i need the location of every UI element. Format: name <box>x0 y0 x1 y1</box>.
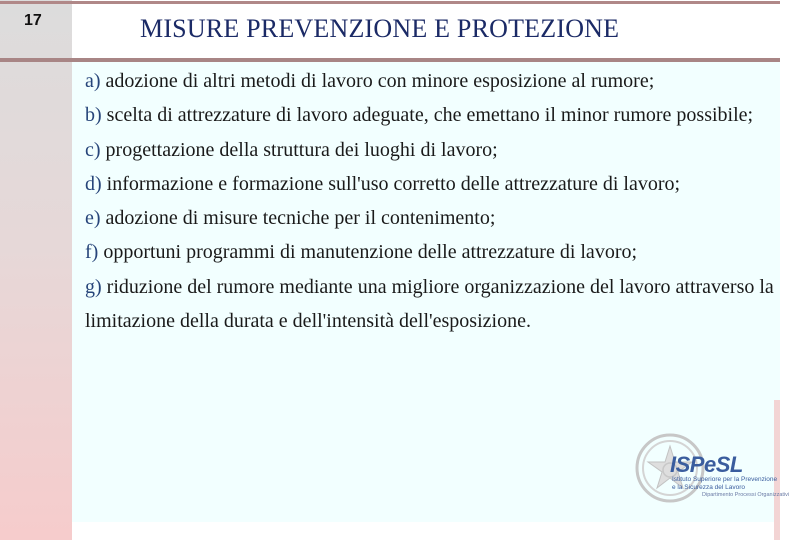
item-text: adozione di altri metodi di lavoro con minore esposizione al rumore; <box>100 70 655 92</box>
logo-line-1: Istituto Superiore per la Prevenzione <box>672 476 778 483</box>
item-marker: a) <box>85 70 101 92</box>
item-marker: g) <box>85 275 102 298</box>
logo-line-3: Dipartimento Processi Organizzativi <box>702 492 789 498</box>
measures-list <box>85 64 775 338</box>
list-item <box>85 270 775 339</box>
item-marker: c) <box>85 138 101 161</box>
list-item <box>85 64 775 98</box>
item-text: adozione di misure tecniche per il contenimento; <box>100 207 496 230</box>
item-text: opportuni programmi di manutenzione delle attrezzature di lavoro; <box>98 241 638 264</box>
item-text: informazione e formazione sull'uso corretto delle attrezzature di lavoro; <box>101 172 681 195</box>
item-marker: b) <box>85 104 102 127</box>
item-text: scelta di attrezzature di lavoro adeguate, che emettano il minor rumore possibile; <box>101 104 754 127</box>
list-item <box>85 201 775 235</box>
list-item <box>85 167 775 201</box>
item-text: progettazione della struttura dei luoghi di lavoro; <box>100 138 498 161</box>
list-item <box>85 235 775 269</box>
item-text: riduzione del rumore mediante una migliore organizzazione del lavoro attraverso la limitazione della durata e dell'intensità dell'esposizione. <box>85 275 774 333</box>
logo-line-2: e la Sicurezza del Lavoro <box>672 484 745 491</box>
item-marker: d) <box>85 172 102 195</box>
slide-number: 17 <box>24 12 42 29</box>
logo-brand: ISPeSL <box>670 452 743 477</box>
list-item <box>85 133 775 167</box>
item-marker: f) <box>85 241 99 264</box>
list-item <box>85 98 775 132</box>
top-rule <box>0 1 780 4</box>
ispesl-logo <box>634 432 789 508</box>
left-band <box>0 0 72 540</box>
item-marker: e) <box>85 207 101 230</box>
slide-title: MISURE PREVENZIONE E PROTEZIONE <box>140 14 620 43</box>
